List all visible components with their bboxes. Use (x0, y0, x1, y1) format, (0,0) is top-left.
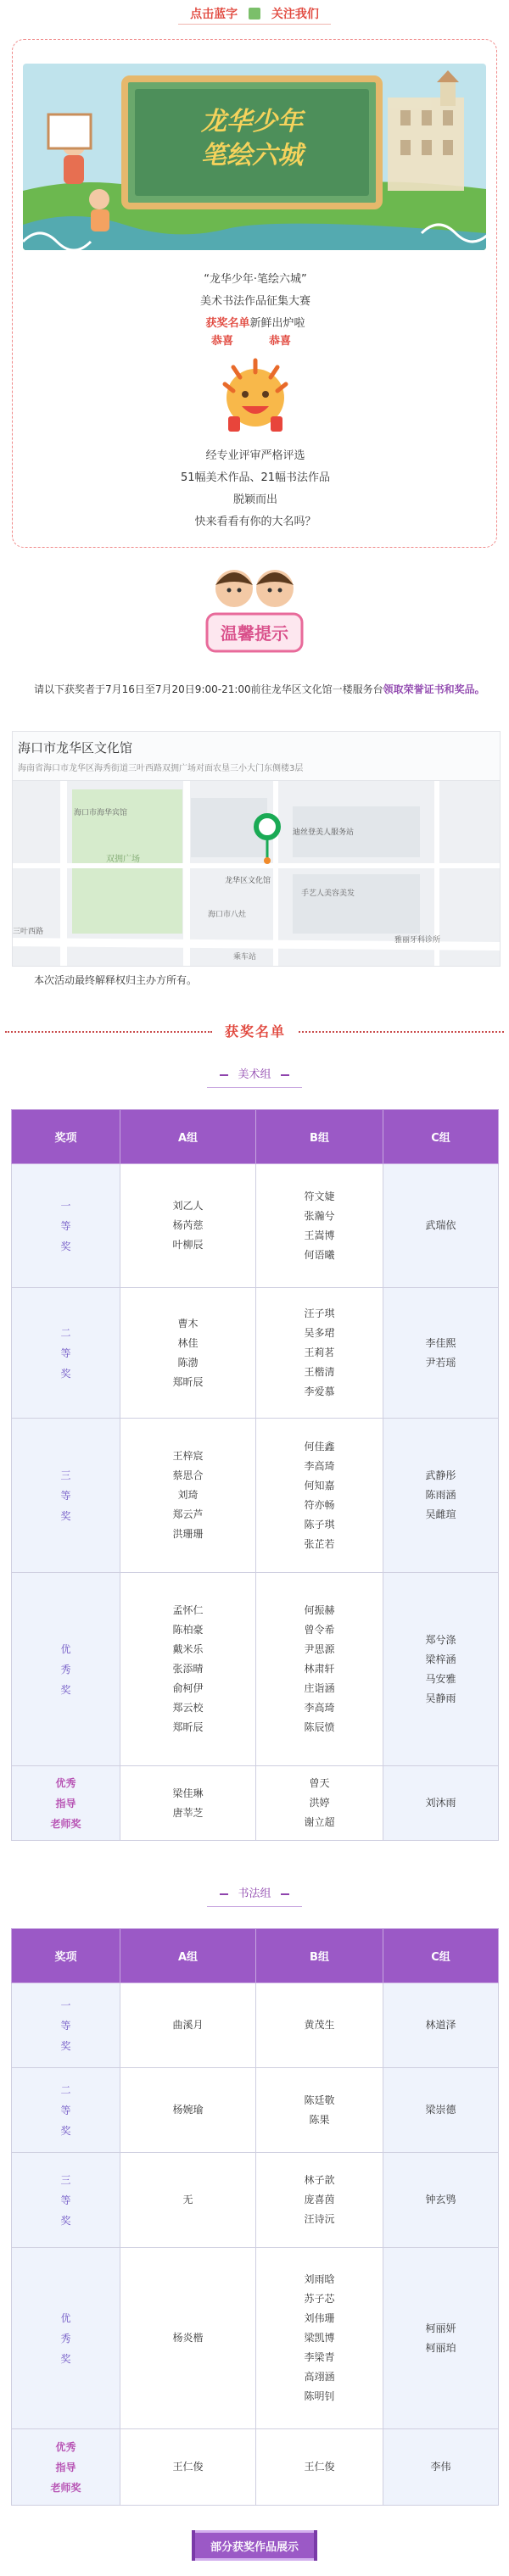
cell-group-c (383, 2429, 499, 2506)
winner-name: 李佳熙 (425, 1336, 456, 1349)
winner-name: 林肃轩 (304, 1663, 335, 1675)
intro-line1: “龙华少年·笔绘六城” (204, 273, 307, 286)
winner-name: 符文婕 (304, 1190, 335, 1202)
heading-bar-right (281, 1074, 289, 1076)
winner-name: 李高琦 (304, 1702, 335, 1714)
tips-illustration (195, 555, 314, 663)
map-label-poi12: 乘车站 (233, 953, 257, 962)
winner-name: 武瑞依 (425, 1219, 456, 1231)
header-group-c: C组 (383, 1929, 499, 1983)
winner-name: 陈渤 (177, 1356, 199, 1369)
group-b-list (304, 2171, 334, 2229)
group-b-list (304, 1437, 334, 1554)
notice-text: 请以下获奖者于7月16日至7月20日9:00-21:00前往龙华区文化馆一楼服务台 (34, 683, 383, 695)
award-label: 等 (60, 2194, 71, 2206)
header-award: 奖项 (12, 1929, 120, 1983)
winner-name: 梁凯博 (304, 2332, 335, 2344)
award-label: 等 (60, 2019, 71, 2032)
winner-name: 洪婷 (309, 1797, 330, 1809)
cell-group-a (120, 1573, 256, 1766)
award-name-list (60, 1323, 70, 1384)
winner-name: 张瀚兮 (304, 1209, 335, 1222)
award-label: 奖 (60, 2352, 71, 2365)
group-c-list (425, 2016, 456, 2035)
map-title: 海口市龙华区文化馆 (18, 740, 133, 756)
winner-name: 汪子琪 (304, 1308, 335, 1319)
winner-name: 郑兮涤 (425, 1633, 456, 1646)
winner-name: 戴米乐 (172, 1643, 204, 1655)
map-label-poi4: 双拥广场 (106, 855, 140, 864)
cell-group-a (120, 2248, 256, 2429)
group-c-list (425, 1334, 456, 1373)
location-map[interactable] (12, 731, 501, 967)
group-c-list (425, 1466, 456, 1525)
notice-paragraph (12, 678, 501, 700)
map-address: 海南省海口市龙华区海秀街道三叶西路双拥广场对面农垦三小大门东侧楼3层 (18, 764, 304, 773)
award-label: 指导 (55, 1797, 76, 1809)
award-label: 二 (60, 2083, 71, 2096)
table-row (12, 1288, 499, 1419)
table-row (12, 2153, 499, 2248)
group-a-list (172, 2016, 203, 2035)
cell-group-b (256, 1164, 383, 1288)
cell-group-c (383, 1573, 499, 1766)
map-label-poi3: 海口市海华宾馆 (74, 809, 128, 817)
winner-name: 陈柏豪 (172, 1624, 204, 1636)
group-c-list (425, 1631, 456, 1709)
cell-group-a (120, 2068, 256, 2153)
map-label-poi1: 龙华区文化馆 (225, 877, 271, 885)
calligraphy-award-table (11, 1928, 499, 2506)
map-label-poi9: 三叶西路 (13, 928, 44, 936)
group-a-list (172, 2457, 203, 2477)
table-row (12, 1573, 499, 1766)
congrats-word-left: 恭喜 (211, 335, 234, 348)
tips-label: 温馨提示 (221, 623, 288, 644)
award-label: 秀 (60, 1663, 71, 1676)
winner-name: 李爱慕 (304, 1386, 335, 1397)
award-label: 老师奖 (50, 2481, 81, 2494)
cell-award-name (12, 1164, 120, 1288)
cell-group-a (120, 1766, 256, 1841)
cell-group-b (256, 1419, 383, 1573)
award-name-list (60, 2170, 70, 2231)
winner-name: 王莉茗 (304, 1347, 335, 1358)
group-a-list (172, 2328, 203, 2348)
cell-group-a (120, 1164, 256, 1288)
winner-name: 吴雌瑄 (425, 1508, 456, 1520)
group-c-list (425, 2190, 456, 2210)
results-line4: 快来看看有你的大名吗？ (194, 516, 316, 528)
winner-name: 梁佳琳 (172, 1787, 204, 1799)
winner-name: 庞喜茵 (304, 2194, 335, 2205)
cell-group-c (383, 1983, 499, 2068)
dotted-divider-right (299, 1031, 504, 1033)
header-award: 奖项 (12, 1110, 120, 1164)
map-label-poi14: 雅丽牙科诊所 (394, 936, 441, 945)
award-label: 奖 (60, 2124, 71, 2137)
cell-group-b (256, 2429, 383, 2506)
table-header-row (12, 1110, 499, 1164)
group-b-list (304, 1187, 334, 1265)
top-divider (178, 24, 331, 25)
award-label: 一 (60, 1999, 71, 2011)
cell-award-name (12, 1288, 120, 1419)
heading-bar-right (281, 1893, 289, 1895)
cell-group-c (383, 1164, 499, 1288)
award-label: 优秀 (55, 1776, 76, 1789)
winners-heading (0, 1014, 509, 1048)
winner-name: 唐莘芝 (172, 1806, 204, 1819)
award-label: 奖 (60, 2214, 71, 2227)
winner-name: 王仁俊 (172, 2461, 204, 2473)
intro-card (12, 39, 497, 548)
winner-name: 何振赫 (304, 1604, 335, 1616)
award-label: 等 (60, 2104, 71, 2116)
group-b-list (304, 1774, 334, 1832)
cell-award-name (12, 2248, 120, 2429)
award-name-list (60, 2308, 70, 2369)
winner-name: 谢立超 (304, 1816, 335, 1828)
heading-underline (207, 1906, 302, 1907)
cell-group-a (120, 2429, 256, 2506)
cell-award-name (12, 2429, 120, 2506)
show-works-button[interactable]: 部分获奖作品展示 (192, 2530, 317, 2561)
results-line1: 经专业评审严格评选 (205, 449, 305, 462)
winner-name: 陈廷敬 (304, 2094, 335, 2106)
group-b-list (304, 1304, 334, 1402)
cell-group-c (383, 2068, 499, 2153)
winner-name: 洪珊珊 (172, 1528, 204, 1540)
cell-award-name (12, 1983, 120, 2068)
group-a-list (172, 2100, 203, 2120)
follow-blue-link[interactable]: 点击蓝字 (190, 8, 238, 21)
winner-name: 钟玄鸮 (425, 2194, 456, 2205)
map-label-poi2: 迪丝登美人服务站 (293, 828, 355, 837)
award-label: 秀 (60, 2332, 71, 2345)
award-label: 奖 (60, 1240, 71, 1252)
cell-group-b (256, 2153, 383, 2248)
cell-award-name (12, 1766, 120, 1841)
header-group-b: B组 (256, 1110, 383, 1164)
leaf-icon (249, 8, 260, 20)
group-c-list (430, 2457, 450, 2477)
winner-name: 李梁青 (304, 2351, 335, 2363)
cell-group-a (120, 1983, 256, 2068)
winner-name: 蔡思合 (172, 1469, 204, 1481)
winner-name: 何佳鑫 (304, 1440, 335, 1452)
winner-name: 马安雅 (425, 1672, 456, 1685)
cell-group-a (120, 2153, 256, 2248)
winner-name: 曾天 (309, 1777, 330, 1789)
winner-name: 尹思源 (304, 1643, 335, 1655)
winner-name: 刘雨晗 (304, 2273, 335, 2285)
winner-name: 吴多珺 (304, 1327, 335, 1339)
award-label: 指导 (55, 2461, 76, 2473)
congrats-word-right: 恭喜 (269, 335, 292, 348)
intro-text (13, 269, 498, 335)
award-name-list (50, 1773, 81, 1834)
table-row (12, 1164, 499, 1288)
award-label: 奖 (60, 1509, 71, 1522)
group-b-list (304, 2457, 334, 2477)
table-row (12, 1983, 499, 2068)
winner-name: 何语曦 (304, 1248, 335, 1261)
group-a-list (172, 1314, 203, 1392)
cell-group-c (383, 1288, 499, 1419)
winner-name: 王楷清 (304, 1366, 335, 1378)
winner-name: 刘琦 (177, 1489, 199, 1501)
winner-name: 杨婉瑜 (172, 2104, 204, 2116)
top-links (0, 5, 509, 22)
group-c-list (425, 2319, 456, 2358)
award-label: 三 (60, 2173, 71, 2186)
map-label-poi8: 手艺人美容美发 (301, 889, 355, 898)
winner-name: 林佳 (177, 1336, 199, 1349)
winners-title: 获奖名单 (224, 1023, 286, 1040)
winner-name: 刘伟珊 (304, 2312, 335, 2324)
winner-name: 汪诗沅 (304, 2213, 335, 2225)
award-label: 三 (60, 1469, 71, 1481)
cell-award-name (12, 1419, 120, 1573)
award-label: 等 (60, 1347, 71, 1359)
dotted-divider-left (5, 1031, 212, 1033)
winner-name: 柯丽珀 (425, 2341, 456, 2354)
winner-name: 无 (182, 2194, 193, 2205)
group-c-list (425, 2100, 456, 2120)
results-line3: 脱颖而出 (232, 493, 277, 506)
award-label: 奖 (60, 2039, 71, 2052)
winner-name: 王梓宸 (172, 1450, 204, 1462)
winner-name: 郑昕辰 (172, 1721, 204, 1733)
heading-bar-left (220, 1074, 228, 1076)
group-b-list (304, 2270, 334, 2406)
cell-group-c (383, 2248, 499, 2429)
table-row (12, 2068, 499, 2153)
cell-group-c (383, 2153, 499, 2248)
banner-image (23, 64, 486, 250)
table-row (12, 1419, 499, 1573)
winner-name: 李高琦 (304, 1459, 335, 1472)
cell-award-name (12, 1573, 120, 1766)
notice-highlight: 领取荣誉证书和奖品。 (383, 683, 485, 695)
cell-group-c (383, 1766, 499, 1841)
winner-name: 柯丽妍 (425, 2322, 456, 2334)
cell-group-a (120, 1419, 256, 1573)
winner-name: 林道泽 (425, 2019, 456, 2031)
winner-name: 黄茂生 (304, 2019, 335, 2031)
calligraphy-group-heading (0, 1882, 509, 1906)
banner-title-line2: 笔绘六城 (201, 141, 303, 170)
winner-name: 曹木 (177, 1317, 199, 1330)
award-label: 二 (60, 1326, 71, 1339)
award-label: 等 (60, 1489, 71, 1502)
group-a-list (172, 1196, 203, 1255)
cell-group-b (256, 1288, 383, 1419)
winner-name: 庄诣涵 (304, 1682, 335, 1694)
group-b-list (304, 2091, 334, 2130)
winner-name: 杨芮慈 (172, 1219, 204, 1231)
cell-group-a (120, 1288, 256, 1419)
award-label: 等 (60, 1219, 71, 1232)
art-group-heading (0, 1063, 509, 1087)
award-label: 奖 (60, 1367, 71, 1380)
winner-name: 陈雨涵 (425, 1489, 456, 1501)
art-award-table (11, 1109, 499, 1841)
winner-name: 叶柳辰 (172, 1239, 204, 1251)
award-label: 奖 (60, 1683, 71, 1696)
group-c-list (425, 1216, 456, 1235)
intro-line3-red: 获奖名单 (205, 317, 250, 330)
header-group-c: C组 (383, 1110, 499, 1164)
header-group-a: A组 (120, 1110, 256, 1164)
award-label: 老师奖 (50, 1817, 81, 1830)
heading-underline (207, 1087, 302, 1088)
table-header-row (12, 1929, 499, 1983)
winner-name: 陈子琪 (304, 1518, 335, 1531)
cell-group-b (256, 1573, 383, 1766)
table-row (12, 2248, 499, 2429)
map-header (13, 732, 501, 781)
calligraphy-group-title: 书法组 (238, 1887, 271, 1900)
winner-name: 杨炎楷 (172, 2332, 204, 2344)
winner-name: 陈明钊 (304, 2390, 335, 2402)
header-group-a: A组 (120, 1929, 256, 1983)
cell-group-b (256, 2248, 383, 2429)
winner-name: 武静彤 (425, 1469, 456, 1481)
winner-name: 曾令希 (304, 1624, 335, 1636)
group-a-list (172, 1784, 203, 1823)
winner-name: 吴静雨 (425, 1692, 456, 1704)
table-row (12, 1766, 499, 1841)
winner-name: 张芷若 (304, 1537, 335, 1550)
cell-award-name (12, 2068, 120, 2153)
heading-bar-left (220, 1893, 228, 1895)
art-group-title: 美术组 (238, 1068, 271, 1081)
winner-name: 曲溪月 (172, 2019, 204, 2031)
winner-name: 郑昕辰 (172, 1375, 204, 1388)
winner-name: 郑云芦 (172, 1508, 204, 1520)
winner-name: 高翊涵 (304, 2371, 335, 2383)
winner-name: 刘沐雨 (425, 1797, 456, 1809)
winner-name: 何知嘉 (304, 1479, 335, 1492)
award-name-list (60, 1465, 70, 1526)
cell-group-b (256, 1766, 383, 1841)
award-name-list (60, 1995, 70, 2056)
award-name-list (60, 1196, 70, 1257)
congrats-illustration (13, 326, 498, 443)
group-b-list (304, 1601, 334, 1737)
winner-name: 林子歆 (304, 2174, 335, 2186)
winner-name: 王仁俊 (304, 2461, 335, 2473)
group-a-list (172, 1601, 203, 1737)
winner-name: 俞柯伊 (172, 1682, 204, 1694)
disclaimer: 本次活动最终解释权归主办方所有。 (34, 974, 198, 986)
banner-title-line1: 龙华少年 (201, 107, 303, 137)
winner-name: 梁梓涵 (425, 1653, 456, 1665)
cell-award-name (12, 2153, 120, 2248)
cell-group-c (383, 1419, 499, 1573)
group-c-list (425, 1793, 456, 1813)
winner-name: 王嵩博 (304, 1229, 335, 1241)
group-a-list (182, 2190, 193, 2210)
award-label: 优 (60, 2311, 71, 2324)
group-a-list (172, 1447, 203, 1544)
intro-line3-rest: 新鲜出炉啦 (249, 317, 305, 330)
header-group-b: B组 (256, 1929, 383, 1983)
winner-name: 李伟 (430, 2461, 451, 2473)
follow-us-link[interactable]: 关注我们 (271, 8, 319, 21)
winner-name: 尹若瑶 (425, 1356, 456, 1369)
cell-group-b (256, 1983, 383, 2068)
intro-line2: 美术书法作品征集大赛 (199, 295, 310, 308)
winner-name: 陈果 (309, 2113, 330, 2126)
award-label: 优 (60, 1642, 71, 1655)
winner-name: 苏子芯 (304, 2293, 335, 2305)
results-line2: 51幅美术作品、21幅书法作品 (180, 471, 331, 484)
award-name-list (50, 2437, 81, 2498)
award-name-list (60, 1639, 70, 1700)
winner-name: 符亦畅 (304, 1498, 335, 1511)
winner-name: 梁崇德 (425, 2104, 456, 2116)
award-label: 一 (60, 1199, 71, 1212)
winner-name: 陈辰愤 (304, 1721, 335, 1733)
results-text (13, 445, 498, 533)
cell-group-b (256, 2068, 383, 2153)
award-name-list (60, 2080, 70, 2141)
winner-name: 张添晴 (172, 1663, 204, 1675)
award-label: 优秀 (55, 2440, 76, 2453)
table-row (12, 2429, 499, 2506)
winner-name: 刘乙人 (172, 1200, 204, 1212)
winner-name: 郑云校 (172, 1702, 204, 1714)
winner-name: 孟怀仁 (172, 1604, 204, 1616)
group-b-list (304, 2016, 334, 2035)
map-label-poi6: 海口市八灶 (208, 911, 247, 919)
